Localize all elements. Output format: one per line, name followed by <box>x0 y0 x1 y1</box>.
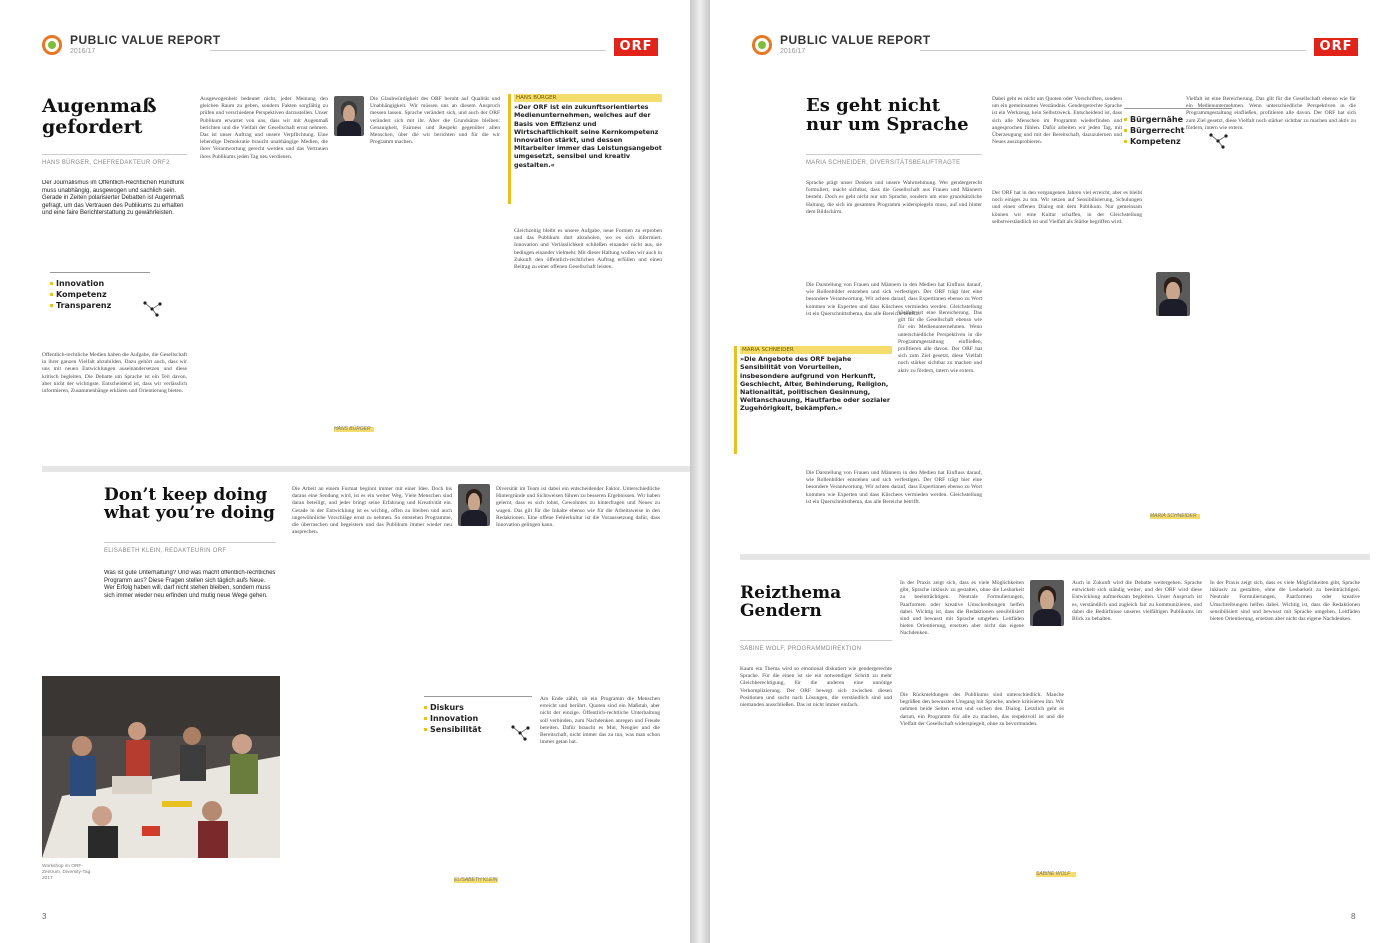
author-signature: MARIA SCHNEIDER <box>1150 513 1197 519</box>
article-lead: Der Journalismus im Öffentlich-Rechtlichen Rundfunk muss unabhängig, ausgewogen und sachlich sein. Gerade in Zeiten polarisierter Debatten ist Augenmaß gefragt, um das Vertrauen des Publikums zu erhalten und eine faire Berichterstattung zu gewährleisten. <box>42 180 185 217</box>
article-headline: Don’t keep doing what you’re doing <box>104 485 275 524</box>
public-value-logo-icon <box>42 35 62 55</box>
page-number: 3 <box>42 912 47 921</box>
article-body: In der Praxis zeigt sich, dass es viele Möglichkeiten gibt, Sprache inklusiv zu gestalten, ohne die Lesbarkeit zu beeinträchtigen. Neutrale Formulierungen, Paarformen oder kreative Umschreibungen helfen dabei. Wichtig ist, dass die Redaktionen sensibilisiert sind und bewusst mit Sprache umgehen. Leitfäden bieten Orientierung, ersetzen aber nicht das eigene Nachdenken. <box>900 580 1024 637</box>
pull-quote <box>740 346 892 413</box>
article-body: Kaum ein Thema wird so emotional diskutiert wie gendergerechte Sprache. Für die einen ist sie ein notwendiger Schritt zu mehr Gleichberechtigung, für die anderen eine unnötige Verkomplizierung. Der ORF bewegt sich zwischen diesen Positionen und sucht nach Lösungen, die verständlich sind und niemanden ausschließen. Das ist nicht immer einfach. <box>740 666 892 709</box>
pull-quote <box>514 94 662 169</box>
network-icon <box>142 300 164 318</box>
photo-caption: Workshop im ORF-Zentrum, Diversity-Tag 2017 <box>42 864 91 881</box>
keyword: Sensibilität <box>430 725 482 734</box>
book-spine <box>690 0 710 943</box>
keyword: Innovation <box>430 714 479 723</box>
article-byline: HANS BÜRGER, CHEFREDAKTEUR ORF2 <box>42 160 170 166</box>
article-body: Der ORF hat in den vergangenen Jahren viel erreicht, aber es bleibt noch einiges zu tun. Wir setzen auf Sensibilisierung, Schulungen und einen offenen Dialog mit dem Publikum. Nur gemeinsam können wir eine Kultur schaffen, in der Gleichstellung selbstverständlich ist und Vielfalt als Stärke begriffen wird. <box>992 190 1142 225</box>
author-signature: SABINE WOLF <box>1036 871 1071 877</box>
report-header <box>752 34 931 55</box>
quote-text: »Der ORF ist ein zukunftsorientiertes Medienunternehmen, welches auf der Basis von Effizienz und Wirtschaftlichkeit seine Kernkompetenz Innovation stärkt, und dessen Mitarbeiter immer das Leistungsangebot umgesetzt, sensibel und kreativ gestalten.« <box>514 103 662 169</box>
article-body: Öffentlich-rechtliche Medien haben die Aufgabe, die Gesellschaft in ihrer ganzen Vielfalt abzubilden. Dazu gehört auch, dass wir uns mit neuen Entwicklungen auseinandersetzen und diese kritisch begleiten. Die Debatte um Sprache ist ein Teil davon, aber nicht der wichtigste. Entscheidend ist, dass wir verlässlich informieren, Zusammenhänge erklären und Orientierung bieten. <box>42 352 187 395</box>
report-header <box>42 34 221 55</box>
report-year: 2016/17 <box>70 48 96 55</box>
article-body: Die Arbeit an einem Format beginnt immer mit einer Idee. Doch bis daraus eine Sendung wird, ist es ein weiter Weg. Viele Menschen sind daran beteiligt, und jeder bringt seine Erfahrung und Kreativität ein. Gerade in der Entwicklung ist es wichtig, offen zu bleiben und auch ungewöhnliche Vorschläge ernst zu nehmen. So entstehen Programme, die überraschen und begeistern und das Publikum immer wieder neu ansprechen. <box>292 486 452 536</box>
article-body: Die Glaubwürdigkeit des ORF beruht auf Qualität und Unabhängigkeit. Wir müssen uns an diesem Anspruch messen lassen. Sprache verändert sich, und auch der ORF verändert sich mit ihr. Aber die Grundsätze bleiben: Genauigkeit, Fairness und Respekt gegenüber allen Menschen, über die wir berichten und für die wir Programm machen. <box>370 96 500 146</box>
article-lead: Was ist gute Unterhaltung? Und was macht öffentlich-rechtliches Programm aus? Diese Fragen stellen sich täglich aufs Neue. Wer Erfolg haben will, darf nicht stehen bleiben, sondern muss sich immer wieder neu erfinden und mutig neue Wege gehen. <box>104 570 276 599</box>
article-body: Ausgewogenheit bedeutet nicht, jeder Meinung den gleichen Raum zu geben, sondern Fakten sorgfältig zu prüfen und verschiedene Perspektiven darzustellen. Unser Publikum erwartet von uns, dass wir mit Augenmaß berichten und die Vielfalt der Gesellschaft ernst nehmen. Das ist unser Auftrag und unsere Verpflichtung. Eine lebendige Demokratie braucht unabhängige Medien, die ihrer Verantwortung gerecht werden und das Vertrauen ihres Publikums jeden Tag neu verdienen. <box>200 96 328 160</box>
report-year: 2016/17 <box>780 48 806 55</box>
article-byline: ELISABETH KLEIN, REDAKTEURIN ORF <box>104 548 227 554</box>
author-portrait <box>1030 580 1064 626</box>
article-body: In der Praxis zeigt sich, dass es viele Möglichkeiten gibt, Sprache inklusiv zu gestalten, ohne die Lesbarkeit zu beeinträchtigen. Neutrale Formulierungen, Paarformen oder kreative Umschreibungen helfen dabei. Wichtig ist, dass die Redaktionen sensibilisiert sind und bewusst mit Sprache umgehen. Leitfäden bieten Orientierung, ersetzen aber nicht das eigene Nachdenken. <box>1210 580 1360 623</box>
header-rule <box>920 50 1306 51</box>
article-body: Dabei geht es nicht um Quoten oder Vorschriften, sondern um ein gemeinsames Verständnis. Gendergerechte Sprache ist ein Werkzeug, kein Selbstzweck. Entscheidend ist, dass sich alle Menschen im Programm wiederfinden und angesprochen fühlen. Dafür arbeiten wir jeden Tag, mit Überzeugung und mit der Bereitschaft, dazuzulernen und Neues auszuprobieren. <box>992 96 1122 146</box>
quote-author: MARIA SCHNEIDER <box>740 346 892 354</box>
author-portrait <box>458 484 490 526</box>
author-signature: ELISABETH KLEIN <box>454 877 498 883</box>
keyword: Kompetenz <box>56 290 107 299</box>
keyword: Kompetenz <box>1130 137 1181 146</box>
report-title: PUBLIC VALUE REPORT <box>70 33 221 47</box>
quote-text: »Die Angebote des ORF bejahe Sensibilität von Vorurteilen, insbesondere aufgrund von Herkunft, Geschlecht, Alter, Behinderung, Religion, Nationalität, politischen Gesinnung, Weltanschauung, Hautfarbe oder sozialer Zugehörigkeit, bekämpfen.« <box>740 355 891 413</box>
article-body: Die Rückmeldungen des Publikums sind unterschiedlich. Manche begrüßen den bewussten Umgang mit Sprache, andere kritisieren ihn. Wir nehmen beide Seiten ernst und suchen den Dialog. Letztlich geht es darum, ein Programm für alle zu machen, das respektvoll ist und die Vielfalt der Gesellschaft widerspiegelt, ohne zu bevormunden. <box>900 692 1064 727</box>
author-signature: HANS BÜRGER <box>334 426 371 432</box>
article-body: Gleichzeitig bleibt es unsere Aufgabe, neue Formen zu erproben und das Publikum dort abzuholen, wo es sich informiert. Innovation und Verlässlichkeit schließen einander nicht aus, sie bedingen einander vielmehr. Mit dieser Haltung wollen wir auch in Zukunft den öffentlich-rechtlichen Auftrag erfüllen und einen Beitrag zu einer offenen Gesellschaft leisten. <box>514 228 662 271</box>
header-rule <box>210 50 606 51</box>
article-headline: Reizthema Gendern <box>740 583 842 622</box>
right-page <box>710 0 1400 943</box>
article-headline: Augenmaß gefordert <box>42 95 157 138</box>
article-body: Am Ende zählt, ob ein Programm die Menschen erreicht und berührt. Quoten sind ein Maßstab, aber nicht der einzige. Öffentlich-rechtliche Unterhaltung soll verbinden, zum Nachdenken anregen und Freude bereiten. Dafür braucht es Mut, Neugier und die Bereitschaft, nicht immer das zu tun, was man schon immer getan hat. <box>540 696 660 746</box>
author-portrait <box>334 96 364 136</box>
orf-logo: ORF <box>614 38 658 56</box>
article-byline: SABINE WOLF, PROGRAMMDIREKTION <box>740 646 862 652</box>
network-icon <box>510 724 532 742</box>
article-body: Auch in Zukunft wird die Debatte weitergehen. Sprache entwickelt sich ständig weiter, und der ORF wird diese Entwicklung aufmerksam begleiten. Unser Anspruch ist es, verständlich und zugleich fair zu kommunizieren, und dabei die Bedürfnisse unseres vielfältigen Publikums im Blick zu behalten. <box>1072 580 1202 623</box>
page-number: 8 <box>1351 912 1356 921</box>
public-value-logo-icon <box>752 35 772 55</box>
orf-logo: ORF <box>1314 38 1358 56</box>
article-byline: MARIA SCHNEIDER, DIVERSITÄTSBEAUFTRAGTE <box>806 160 961 166</box>
article-headline: Es geht nicht nur um Sprache <box>806 95 969 136</box>
article-body: Die Darstellung von Frauen und Männern in den Medien hat Einfluss darauf, wie Rollenbilder entstehen und sich verfestigen. Der ORF trägt hier eine besondere Verantwortung. Wir achten darauf, dass Expertinnen ebenso zu Wort kommen wie Experten und dass Klischees vermieden werden. Gleichstellung ist ein Querschnittsthema, das alle Bereiche betrifft. <box>806 470 982 505</box>
keyword: Bürgernähe <box>1130 115 1184 124</box>
keyword: Bürgerrecht <box>1130 126 1185 135</box>
article-body: Diversität im Team ist dabei ein entscheidender Faktor. Unterschiedliche Hintergründe und Sichtweisen führen zu besseren Ergebnissen. Wir haben gelernt, dass es sich lohnt, Gewohntes zu hinterfragen und Neues zu wagen. Das gilt für die Inhalte ebenso wie für die Arbeitsweise in den Redaktionen. Eine offene Fehlerkultur ist die Voraussetzung dafür, dass Innovation gelingen kann. <box>496 486 660 529</box>
article-body: Die Darstellung von Frauen und Männern in den Medien hat Einfluss darauf, wie Rollenbilder entstehen und sich verfestigen. Der ORF trägt hier eine besondere Verantwortung. Wir achten darauf, dass Expertinnen ebenso zu Wort kommen wie Experten und dass Klischees vermieden werden. Gleichstellung ist ein Querschnittsthema, das alle Bereiche betrifft. <box>806 282 982 317</box>
author-portrait <box>1156 272 1190 316</box>
left-page <box>0 0 690 943</box>
article-body: Vielfalt ist eine Bereicherung. Das gilt für die Gesellschaft ebenso wie für ein Medienunternehmen. Wenn unterschiedliche Perspektiven in die Programmgestaltung einfließen, profitieren alle davon. Der ORF hat sich zum Ziel gesetzt, diese Vielfalt noch stärker sichtbar zu machen und aktiv zu fördern, intern wie extern. <box>898 310 982 374</box>
quote-author: HANS BÜRGER <box>514 94 662 102</box>
report-title: PUBLIC VALUE REPORT <box>780 33 931 47</box>
keyword: Diskurs <box>430 703 464 712</box>
article-body: Sprache prägt unser Denken und unsere Wahrnehmung. Wer gendergerecht formuliert, macht sichtbar, dass die Gesellschaft aus Frauen und Männern besteht. Doch es geht nicht nur um Sprache, sondern um eine grundsätzliche Haltung, die sich im gesamten Programm widerspiegeln muss, auf und hinter dem Bildschirm. <box>806 180 982 215</box>
article-body: Vielfalt ist eine Bereicherung. Das gilt für die Gesellschaft ebenso wie für ein Medienunternehmen. Wenn unterschiedliche Perspektiven in die Programmgestaltung einfließen, profitieren alle davon. Der ORF hat sich zum Ziel gesetzt, diese Vielfalt noch stärker sichtbar zu machen und aktiv zu fördern, intern wie extern. <box>1186 96 1356 131</box>
workshop-photo <box>42 676 280 858</box>
keyword: Transparenz <box>56 301 112 310</box>
keyword: Innovation <box>56 279 105 288</box>
